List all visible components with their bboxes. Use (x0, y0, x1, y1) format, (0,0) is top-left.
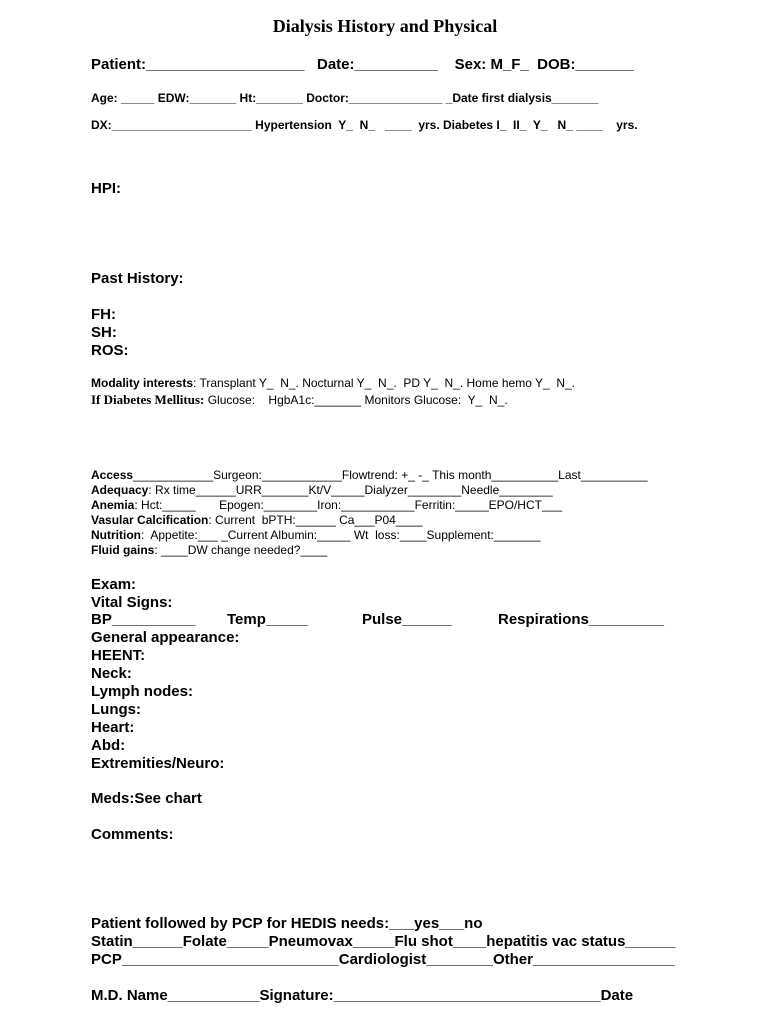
calcification-row (91, 513, 423, 527)
meds-label: Meds:See chart (91, 790, 202, 807)
diabetes-text: Glucose: HgbA1c:_______ Monitors Glucose: Y_ N_. (204, 393, 508, 407)
abd-label: Abd: (91, 737, 126, 754)
health-maintenance-row: Statin______Folate_____Pneumovax_____Flu shot____hepatitis vac status______ (91, 933, 676, 950)
fluid-gains-row (91, 543, 327, 557)
patient-details-row: Age: _____ EDW:_______ Ht:_______ Doctor:______________ _Date first dialysis_______ (91, 91, 599, 105)
md-signature-row: M.D. Name___________Signature:________________________________Date (91, 987, 634, 1004)
modality-label: Modality interests (91, 376, 194, 390)
diabetes-row (91, 392, 508, 408)
adequacy-text: : Rx time______URR_______Kt/V_____Dialyzer________Needle________ (148, 483, 553, 497)
adequacy-row (91, 483, 553, 497)
heart-label: Heart: (91, 719, 135, 736)
comments-label: Comments: (91, 826, 174, 843)
patient-header-row: Patient:___________________ Date:__________ Sex: M_F_ DOB:_______ (91, 56, 634, 73)
sh-label: SH: (91, 324, 117, 341)
pulse-field: Pulse______ (362, 611, 453, 628)
anemia-row (91, 498, 562, 512)
nutrition-row (91, 528, 541, 542)
modality-row (91, 376, 575, 390)
diabetes-label: If Diabetes Mellitus: (91, 392, 205, 407)
ros-label: ROS: (91, 342, 129, 359)
past-history-label: Past History: (91, 270, 184, 287)
vital-signs-label: Vital Signs: (91, 594, 173, 611)
nutrition-text: : Appetite:___ _Current Albumin:_____ Wt loss:____Supplement:_______ (141, 528, 541, 542)
diagnosis-row: DX:_____________________ Hypertension Y_ N_ ____ yrs. Diabetes I_ II_ Y_ N_ ____ yrs. (91, 118, 638, 132)
fluid-gains-label: Fluid gains (91, 543, 155, 557)
pcp-followed-row: Patient followed by PCP for HEDIS needs:___yes___no (91, 915, 483, 932)
neck-label: Neck: (91, 665, 132, 682)
lymph-nodes-label: Lymph nodes: (91, 683, 193, 700)
access-row (91, 468, 648, 482)
exam-label: Exam: (91, 576, 137, 593)
lungs-label: Lungs: (91, 701, 141, 718)
nutrition-label: Nutrition (91, 528, 141, 542)
pcp-cardiologist-row: PCP__________________________Cardiologist________Other_________________ (91, 951, 675, 968)
modality-text: : Transplant Y_ N_. Nocturnal Y_ N_. PD Y_ N_. Home hemo Y_ N_. (193, 376, 576, 390)
calcification-text: : Current bPTH:______ Ca___P04____ (208, 513, 423, 527)
anemia-label: Anemia (91, 498, 135, 512)
heent-label: HEENT: (91, 647, 146, 664)
access-text: ____________Surgeon:____________Flowtrend: +_ -_ This month__________Last__________ (133, 468, 648, 482)
temp-field: Temp_____ (227, 611, 308, 628)
fh-label: FH: (91, 306, 116, 323)
fluid-gains-text: : ____DW change needed?____ (154, 543, 328, 557)
calcification-label: Vasular Calcification (91, 513, 209, 527)
respirations-field: Respirations_________ (498, 611, 664, 628)
anemia-text: : Hct:_____ Epogen:________Iron:___________Ferritin:_____EPO/HCT___ (134, 498, 562, 512)
bp-field: BP__________ (91, 611, 196, 628)
extremities-label: Extremities/Neuro: (91, 755, 225, 772)
hpi-label: HPI: (91, 180, 121, 197)
adequacy-label: Adequacy (91, 483, 149, 497)
document-title: Dialysis History and Physical (272, 16, 498, 36)
general-appearance-label: General appearance: (91, 629, 240, 646)
access-label: Access (91, 468, 134, 482)
